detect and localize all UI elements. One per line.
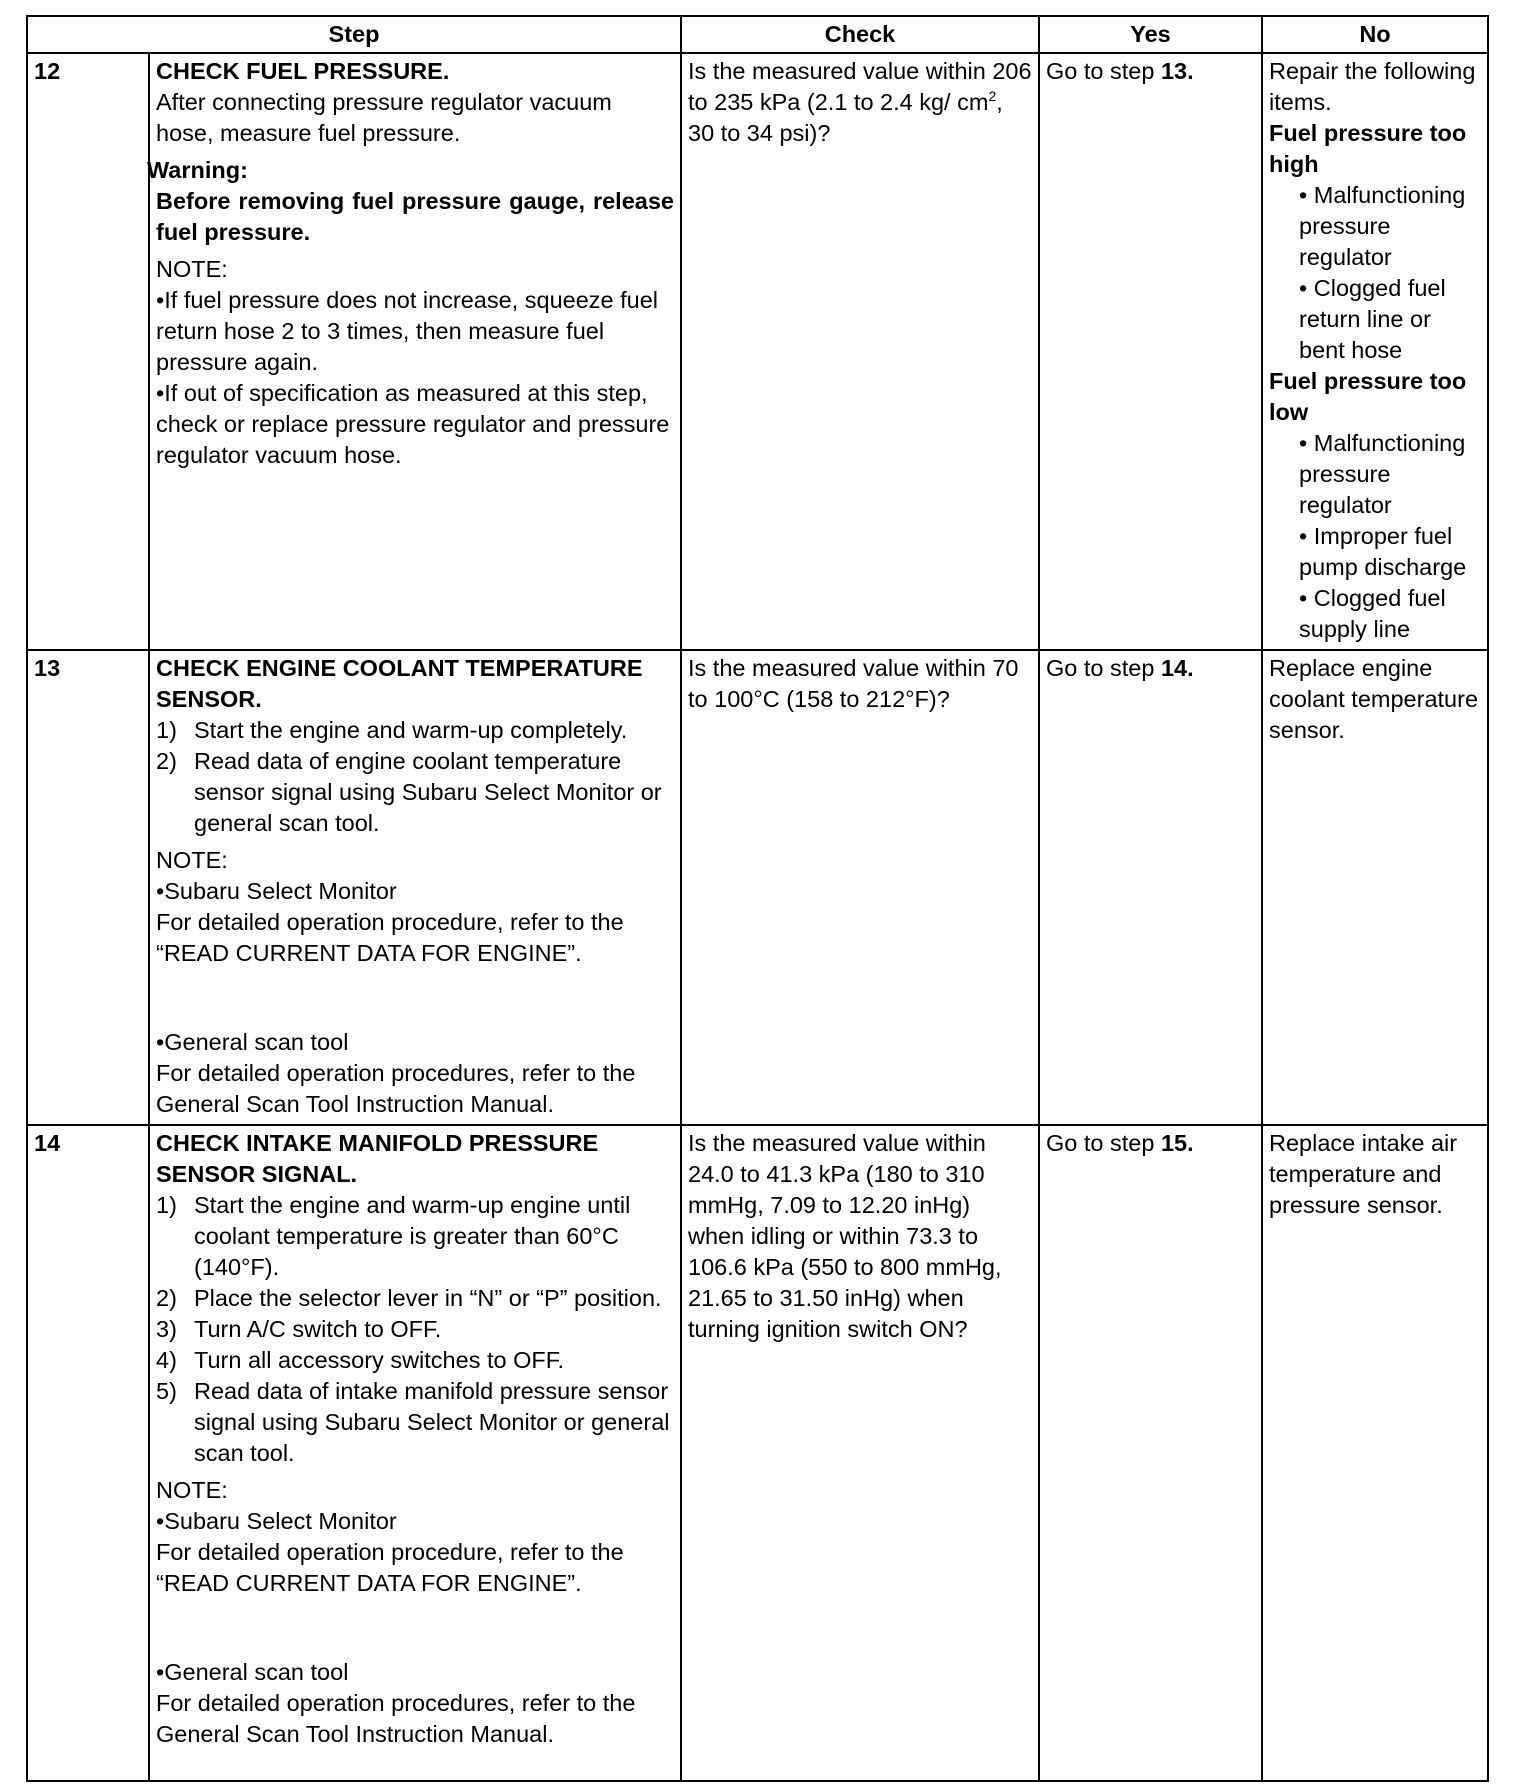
step-intro: After connecting pressure regulator vacuum hose, measure fuel pressure. — [156, 89, 612, 146]
note-ssm-heading: •Subaru Select Monitor — [156, 1508, 397, 1534]
no-subheading: Fuel pressure too low — [1269, 368, 1467, 425]
header-yes: Yes — [1039, 16, 1262, 53]
step-cell — [149, 1125, 681, 1781]
step-text: Read data of engine coolant temperature sensor signal using Subaru Select Monitor or general scan tool. — [194, 748, 662, 836]
superscript: 2 — [988, 88, 997, 105]
note-ssm-text: For detailed operation procedure, refer to the “READ CURRENT DATA FOR ENGINE”. — [156, 1539, 624, 1596]
yes-step-ref: 13. — [1160, 58, 1194, 84]
list-item-text: Malfunctioning pressure regulator — [1299, 182, 1466, 270]
no-cell — [1262, 53, 1488, 650]
header-step: Step — [27, 16, 681, 53]
yes-step-ref: 15. — [1160, 1130, 1194, 1156]
step-index: 5) — [156, 1378, 177, 1404]
note-ssm-text: For detailed operation procedure, refer to the “READ CURRENT DATA FOR ENGINE”. — [156, 909, 624, 966]
list-item: • Clogged fuel supply line — [1299, 585, 1446, 642]
list-item: • Malfunctioning pressure regulator — [1299, 430, 1466, 518]
check-text: Is the measured value within 206 to 235 kPa (2.1 to 2.4 kg/ cm — [688, 58, 1032, 115]
step-text: Turn A/C switch to OFF. — [194, 1316, 442, 1342]
check-text: , 30 to 34 psi)? — [688, 89, 1003, 146]
step-text: Start the engine and warm-up engine until coolant temperature is greater than 60°C (140°F). — [194, 1192, 631, 1280]
list-item-text: Clogged fuel return line or bent hose — [1299, 275, 1446, 363]
no-cell: Replace engine coolant temperature sensor. — [1262, 650, 1488, 1125]
procedure-step — [156, 1190, 674, 1283]
step-index: 4) — [156, 1347, 177, 1373]
note-heading: NOTE: — [156, 847, 228, 873]
note-gst-text: For detailed operation procedures, refer to the General Scan Tool Instruction Manual. — [156, 1060, 636, 1117]
step-title: CHECK ENGINE COOLANT TEMPERATURE SENSOR. — [156, 655, 643, 712]
list-item-text: Clogged fuel supply line — [1299, 585, 1446, 642]
step-cell — [149, 650, 681, 1125]
table-row-13 — [27, 650, 1488, 1125]
yes-cell — [1039, 53, 1262, 650]
no-list — [1269, 428, 1481, 645]
list-item-text: Malfunctioning pressure regulator — [1299, 430, 1466, 518]
note-ssm-heading: •Subaru Select Monitor — [156, 878, 397, 904]
list-item: • Clogged fuel return line or bent hose — [1299, 275, 1446, 363]
header-no: No — [1262, 16, 1488, 53]
step-text: Turn all accessory switches to OFF. — [194, 1347, 565, 1373]
check-cell — [681, 53, 1039, 650]
yes-text: Go to step — [1046, 1130, 1161, 1156]
no-list — [1269, 180, 1481, 366]
note-gst-heading: •General scan tool — [156, 1029, 349, 1055]
procedure-list — [156, 1190, 674, 1469]
note-item: •If out of specification as measured at this step, check or replace pressure regulator and pressure regulator vacuum hose. — [156, 380, 670, 468]
procedure-list — [156, 715, 674, 839]
step-title: CHECK INTAKE MANIFOLD PRESSURE SENSOR SIGNAL. — [156, 1130, 599, 1187]
list-item: • Improper fuel pump discharge — [1299, 523, 1467, 580]
step-index: 1) — [156, 1192, 177, 1218]
header-check: Check — [681, 16, 1039, 53]
spacer — [156, 969, 674, 1027]
header-row — [27, 16, 1488, 53]
check-cell: Is the measured value within 70 to 100°C (158 to 212°F)? — [681, 650, 1039, 1125]
yes-text: Go to step — [1046, 655, 1161, 681]
step-title: CHECK FUEL PRESSURE. — [156, 58, 450, 84]
step-text: Read data of intake manifold pressure sensor signal using Subaru Select Monitor or general scan tool. — [194, 1378, 670, 1466]
step-cell — [149, 53, 681, 650]
note-gst-heading: •General scan tool — [156, 1659, 349, 1685]
procedure-step — [156, 1345, 674, 1376]
step-index: 3) — [156, 1316, 177, 1342]
step-text: Start the engine and warm-up completely. — [194, 717, 628, 743]
step-index: 1) — [156, 717, 177, 743]
check-cell: Is the measured value within 24.0 to 41.3 kPa (180 to 310 mmHg, 7.09 to 12.20 inHg) when idling or within 73.3 to 106.6 kPa (550 to 800 mmHg, 21.65 to 31.50 inHg) when turning ignition switch ON? — [681, 1125, 1039, 1781]
note-heading: NOTE: — [156, 256, 228, 282]
procedure-step — [156, 715, 674, 746]
no-intro: Repair the following items. — [1269, 58, 1476, 115]
table-row-12 — [27, 53, 1488, 650]
no-subheading: Fuel pressure too high — [1269, 120, 1467, 177]
note-item: •If fuel pressure does not increase, squeeze fuel return hose 2 to 3 times, then measure fuel pressure again. — [156, 287, 659, 375]
yes-text: Go to step — [1046, 58, 1161, 84]
warning-text: Before removing fuel pressure gauge, release fuel pressure. — [156, 188, 674, 245]
procedure-step — [156, 1283, 674, 1314]
step-number: 12 — [27, 53, 149, 650]
step-index: 2) — [156, 1285, 177, 1311]
note-gst-text: For detailed operation procedures, refer to the General Scan Tool Instruction Manual. — [156, 1690, 636, 1747]
note-heading: NOTE: — [156, 1477, 228, 1503]
yes-cell — [1039, 1125, 1262, 1781]
yes-cell — [1039, 650, 1262, 1125]
yes-step-ref: 14. — [1160, 655, 1194, 681]
step-text: Place the selector lever in “N” or “P” position. — [194, 1285, 662, 1311]
step-number: 13 — [27, 650, 149, 1125]
procedure-step — [156, 746, 674, 839]
spacer — [156, 1599, 674, 1657]
step-number: 14 — [27, 1125, 149, 1781]
diagnostic-table — [26, 15, 1489, 1782]
step-index: 2) — [156, 748, 177, 774]
no-cell: Replace intake air temperature and pressure sensor. — [1262, 1125, 1488, 1781]
table-row-14 — [27, 1125, 1488, 1781]
warning-heading: Warning: — [147, 157, 248, 183]
list-item: • Malfunctioning pressure regulator — [1299, 182, 1466, 270]
procedure-step — [156, 1376, 674, 1469]
procedure-step — [156, 1314, 674, 1345]
list-item-text: Improper fuel pump discharge — [1299, 523, 1467, 580]
